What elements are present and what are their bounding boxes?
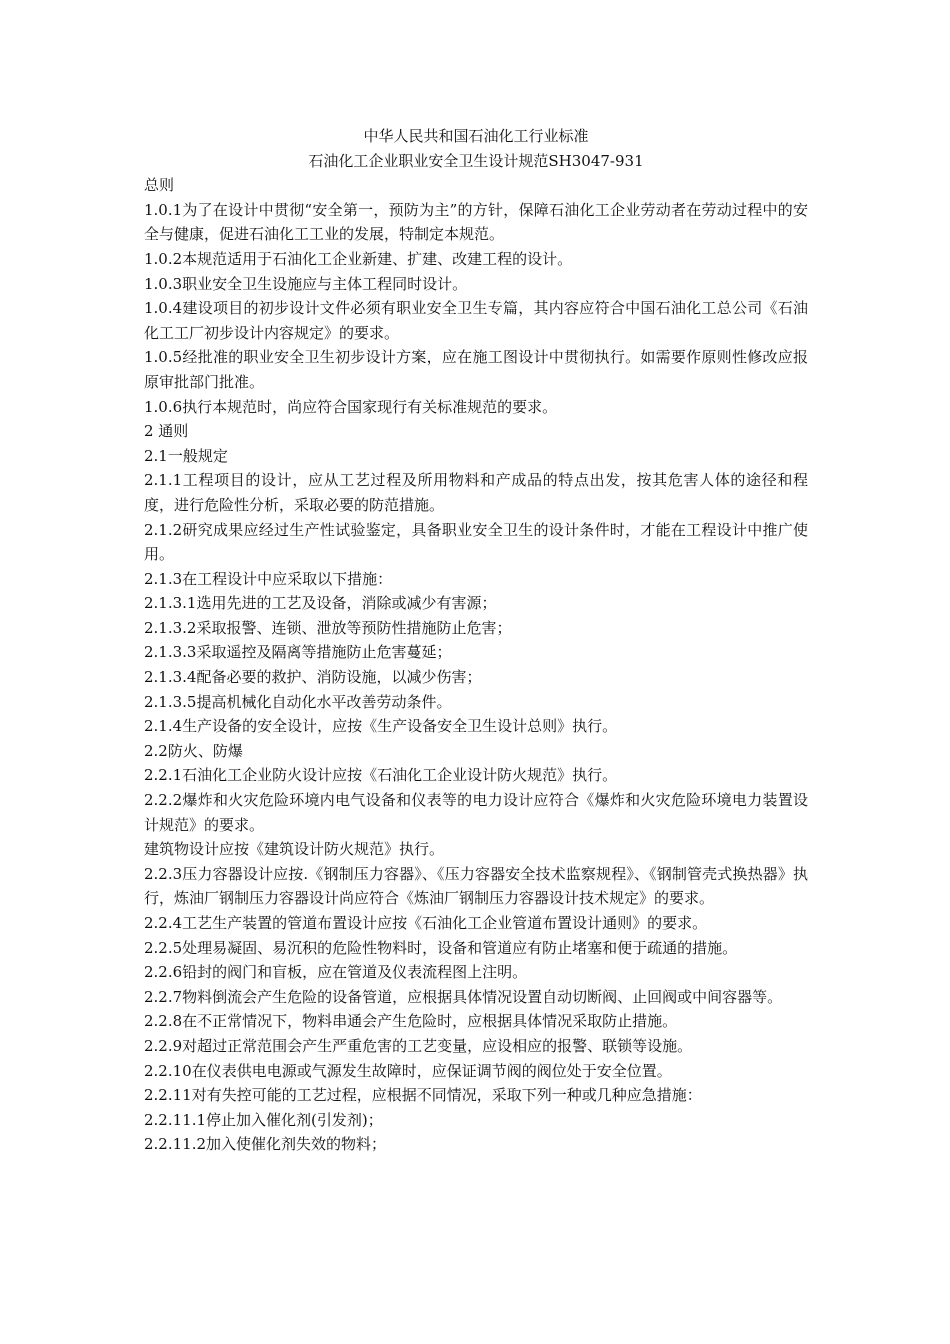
paragraph: 2.2.9对超过正常范围会产生严重危害的工艺变量，应设相应的报警、联锁等设施。 bbox=[144, 1036, 693, 1055]
paragraph: 2.1.3.3采取遥控及隔离等措施防止危害蔓延； bbox=[144, 643, 452, 662]
paragraph: 2.2.7物料倒流会产生危险的设备管道，应根据具体情况设置自动切断阀、止回阀或中间容器等。 bbox=[144, 987, 783, 1006]
paragraph: 2.2.1石油化工企业防火设计应按《石油化工企业设计防火规范》执行。 bbox=[144, 766, 618, 785]
paragraph: 2.1.3.1选用先进的工艺及设备，消除或减少有害源； bbox=[144, 594, 497, 613]
paragraph: 2.2.10在仪表供电电源或气源发生故障时，应保证调节阀的阀位处于安全位置。 bbox=[144, 1061, 672, 1080]
paragraph: 1.0.6执行本规范时，尚应符合国家现行有关标准规范的要求。 bbox=[144, 397, 558, 416]
paragraph: 1.0.2本规范适用于石油化工企业新建、扩建、改建工程的设计。 bbox=[144, 249, 573, 268]
paragraph: 2 通则 bbox=[144, 422, 189, 441]
paragraph: 2.1.1工程项目的设计，应从工艺过程及所用物料和产成品的特点出发，按其危害人体的途径和程度，进行危险性分析，采取必要的防范措施。 bbox=[144, 471, 808, 514]
paragraph: 2.1一般规定 bbox=[144, 446, 228, 465]
paragraph: 2.1.2研究成果应经过生产性试验鉴定，具备职业安全卫生的设计条件时，才能在工程设计中推广使用。 bbox=[144, 520, 808, 564]
paragraph: 1.0.4建设项目的初步设计文件必须有职业安全卫生专篇，其内容应符合中国石油化工总公司《石油化工工厂初步设计内容规定》的要求。 bbox=[144, 299, 808, 342]
document-body bbox=[144, 124, 808, 1157]
paragraph: 2.2.11.1停止加入催化剂(引发剂)； bbox=[144, 1110, 383, 1129]
title-line-1: 中华人民共和国石油化工行业标准 bbox=[363, 127, 589, 145]
paragraph: 2.2.3压力容器设计应按.《钢制压力容器》、《压力容器安全技术监察规程》、《钢制管壳式换热器》执行，炼油厂钢制压力容器设计尚应符合《炼油厂钢制压力容器设计技术规定》的要求。 bbox=[144, 864, 808, 908]
paragraph: 2.2.6铅封的阀门和盲板，应在管道及仪表流程图上注明。 bbox=[144, 963, 528, 982]
paragraph: 1.0.3职业安全卫生设施应与主体工程同时设计。 bbox=[144, 274, 468, 293]
paragraph: 1.0.5经批准的职业安全卫生初步设计方案，应在施工图设计中贯彻执行。如需要作原则性修改应报原审批部门批准。 bbox=[144, 348, 808, 391]
paragraph: 2.2.4工艺生产装置的管道布置设计应按《石油化工企业管道布置设计通则》的要求。 bbox=[144, 914, 708, 932]
paragraph: 2.1.3.2采取报警、连锁、泄放等预防性措施防止危害； bbox=[144, 618, 512, 637]
paragraph: 2.1.3在工程设计中应采取以下措施： bbox=[144, 569, 393, 588]
paragraph: 建筑物设计应按《建筑设计防火规范》执行。 bbox=[144, 840, 445, 859]
paragraph: 2.2.5处理易凝固、易沉积的危险性物料时，设备和管道应有防止堵塞和便于疏通的措施。 bbox=[144, 938, 738, 957]
paragraph-list bbox=[144, 173, 808, 1157]
paragraph: 2.1.3.5提高机械化自动化水平改善劳动条件。 bbox=[144, 692, 452, 711]
paragraph: 2.1.4生产设备的安全设计，应按《生产设备安全卫生设计总则》执行。 bbox=[144, 717, 618, 736]
paragraph: 2.2.8在不正常情况下，物料串通会产生危险时，应根据具体情况采取防止措施。 bbox=[144, 1012, 678, 1031]
paragraph: 2.2.11.2加入使催化剂失效的物料； bbox=[144, 1135, 387, 1154]
paragraph: 2.2防火、防爆 bbox=[144, 741, 243, 760]
paragraph: 1.0.1为了在设计中贯彻“安全第一，预防为主”的方针，保障石油化工企业劳动者在劳动过程中的安全与健康，促进石油化工工业的发展，特制定本规范。 bbox=[144, 200, 808, 244]
title-line-2: 石油化工企业职业安全卫生设计规范SH3047-931 bbox=[308, 151, 644, 170]
paragraph: 2.2.11对有失控可能的工艺过程，应根据不同情况，采取下列一种或几种应急措施： bbox=[144, 1086, 702, 1105]
paragraph: 总则 bbox=[144, 176, 175, 195]
paragraph: 2.1.3.4配备必要的救护、消防设施，以减少伤害； bbox=[144, 668, 482, 687]
paragraph: 2.2.2爆炸和火灾危险环境内电气设备和仪表等的电力设计应符合《爆炸和火灾危险环境电力装置设计规范》的要求。 bbox=[144, 791, 808, 834]
